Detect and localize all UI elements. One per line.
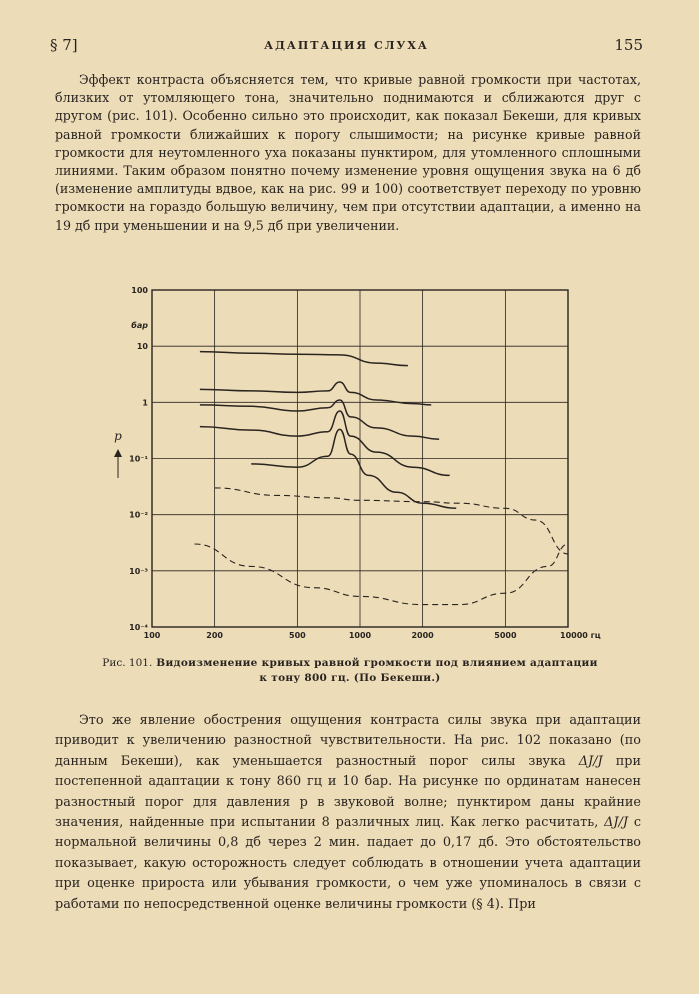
y-tick-label: 10⁻⁴ [129,623,148,632]
figure-caption-number: Рис. 101. [102,657,153,669]
fraction-numerator-2: ΔJ [604,815,619,831]
x-tick-label: 100 [143,631,161,640]
y-tick-label: 10⁻² [129,510,148,520]
equal-loudness-curve-3 [200,400,439,439]
x-tick-label: 200 [206,631,223,640]
page-number: 155 [614,36,643,54]
fraction-delta-j-over-j: ΔJ/J [578,753,603,769]
equal-loudness-curve-4 [200,411,450,475]
fraction-delta-j-over-j-2: ΔJ/J [604,815,628,831]
running-title: АДАПТАЦИЯ СЛУХА [264,39,429,52]
section-number: § 7] [50,36,78,54]
y-tick-label: 10⁻¹ [129,454,148,464]
y-tick-label: 1 [142,398,148,408]
figure-caption [100,656,600,686]
x-tick-label: 10000 гц [560,631,601,640]
paragraph-contrast-effect: Эффект контраста объясняется тем, что кривые равной громкости при частотах, близких от утомляющего тона, значительно поднимаются и сближаются друг с другом (рис. 101). Особенно сильно это происходит, как показал Бекеши, для кривых равной громкости ближайших к порогу слышимости; на рисунке кривые равной громкости для неутомленного уха показаны пунктиром, для утомленного сплошными линиями. Таким образом понятно почему изменение уровня ощущения звука на 6 дб (изменение амплитуды вдвое, как на рис. 99 и 100) соответствует переходу по уровню громкости на гораздо большую величину, чем при отсутствии адаптации, а именно на 19 дб при уменьшении и на 9,5 дб при увеличении. [55,72,641,233]
paragraph-difference-threshold [55,711,641,915]
equal-loudness-curve-6 [215,488,568,554]
paragraph-2-part-3: с нормальной величины 0,8 дб через 2 мин. падает до 0,17 дб. Это обстоятельство показывает, какую осторожность следует соблюдать в отношении учета адаптации при оценке прироста или убывания громкости, о чем уже упоминалось в связи с работами по непосредственной оценке величины громкости (§ 4). При [55,815,641,912]
fraction-numerator: ΔJ [578,753,594,769]
x-tick-label: 5000 [494,631,517,640]
y-tick-label: 100 [131,286,148,295]
x-tick-label: 500 [289,631,306,640]
y-axis-label: p [114,429,122,443]
equal-loudness-curve-2 [200,382,431,405]
paragraph-2-part-1: Это же явление обострения ощущения контраста силы звука при адаптации приводит к увеличению разностной чувствительности. На рис. 102 показано (по данным Бекеши), как уменьшается разностный порог силы звука [55,713,641,769]
equal-loudness-curve-1 [200,352,408,366]
fraction-denominator-2: J [622,815,628,831]
x-tick-label: 2000 [411,631,434,640]
y-unit-label: бар [131,321,148,330]
fraction-denominator: J [597,753,603,769]
figure-caption-text: Видоизменение кривых равной громкости под влиянием адаптации к тону 800 гц. (По Бекеши.) [156,657,598,684]
y-axis-arrow-head [114,449,122,457]
y-tick-label: 10 [136,342,148,352]
x-tick-label: 1000 [348,631,372,640]
paragraph-2-part-2: при постепенной адаптации к тону 860 гц и 10 бар. На рисунке по ординатам нанесен разностный порог для давления p в звуковой волне; пунктиром даны крайние значения, найденные при испытании 8 различных лиц. Как легко расчитать, [55,753,641,831]
y-tick-label: 10⁻³ [129,566,148,576]
equal-loudness-curve-7 [195,544,569,605]
